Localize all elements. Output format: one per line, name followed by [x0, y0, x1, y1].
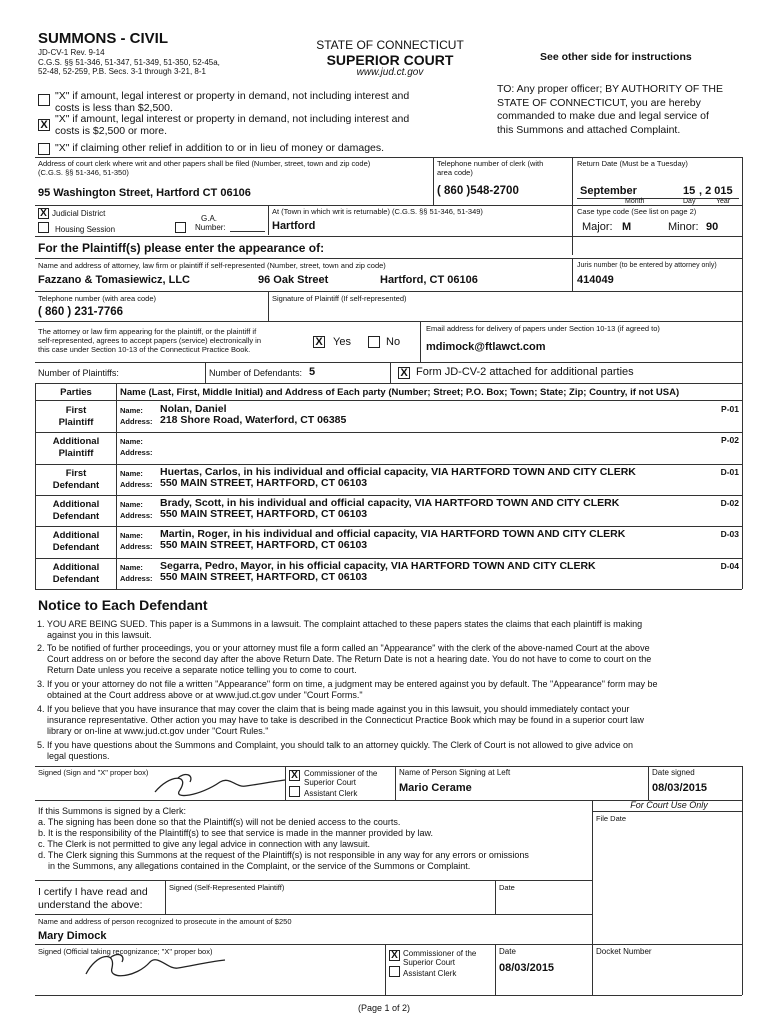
- rule: [35, 321, 742, 322]
- clerk-phone-label: [437, 159, 543, 177]
- party-type-line2: Defendant: [52, 542, 100, 553]
- amount-over-line2: costs is $2,500 or more.: [55, 125, 168, 137]
- party-name: Huertas, Carlos, in his individual and official capacity, VIA HARTFORD TOWN AND CITY CLERK: [160, 466, 636, 478]
- commissioner-label2: Superior Court: [304, 778, 357, 787]
- certify-date-label: Date: [499, 883, 515, 892]
- major-label: Major:: [582, 221, 613, 233]
- party-type-line1: Additional: [52, 436, 100, 447]
- attorney-phone: ( 860 ) 231-7766: [38, 306, 124, 318]
- recognizance-signature: [80, 948, 230, 984]
- recognizance-signed-label: Signed (Official taking recognizance; "X" proper box): [38, 947, 213, 956]
- rule: [592, 800, 593, 995]
- recog-commissioner-label: [403, 949, 476, 967]
- attorney-firm: Fazzano & Tomasiewicz, LLC: [38, 274, 190, 286]
- rule: [495, 944, 496, 995]
- notice-2c: Return Date unless you receive a separate notice telling you to come to court.: [47, 665, 357, 675]
- rule: [35, 914, 592, 915]
- clerk-note-b: b. It is the responsibility of the Plaintiff(s) to see that service is made in the manner provided by law.: [38, 828, 434, 838]
- commissioner-label1: Commissioner of the: [304, 769, 378, 778]
- recognizance-label: Name and address of person recognized to prosecute in the amount of $250: [38, 917, 292, 926]
- clerk-phone: ( 860 )548-2700: [437, 185, 519, 197]
- num-defendants-label: Number of Defendants:: [209, 368, 303, 378]
- party-row-rule: [35, 495, 742, 496]
- rule: [385, 944, 386, 995]
- rule: [205, 362, 206, 383]
- signed-label: Signed (Sign and "X" proper box): [38, 768, 149, 777]
- docket-number-label: Docket Number: [596, 947, 652, 956]
- clerk-address: 95 Washington Street, Hartford CT 06106: [38, 187, 251, 199]
- consent-line1: The attorney or law firm appearing for the plaintiff, or the plaintiff if: [38, 327, 257, 336]
- clerk-note-c: c. The Clerk is not permitted to give any legal advice in connection with any lawsuit.: [38, 839, 371, 849]
- party-address: 550 MAIN STREET, HARTFORD, CT 06103: [160, 571, 368, 583]
- party-type-line1: Additional: [52, 562, 100, 573]
- notice-3a: 3. If you or your attorney do not file a written "Appearance" form on time, a judgment may be entered against you by default. The "Appearance" form may be: [37, 679, 658, 689]
- rule: [35, 880, 592, 881]
- clerk-note-a: a. The signing has been done so that the Plaintiff(s) will not be denied access to the courts.: [38, 817, 401, 827]
- amount-over-line1: "X" if amount, legal interest or property in demand, not including interest and: [55, 113, 410, 125]
- e-service-consent: [38, 327, 261, 354]
- rule: [35, 400, 742, 401]
- attorney-street: 96 Oak Street: [258, 274, 329, 286]
- file-date-label: File Date: [596, 814, 627, 823]
- consent-line3: this case under Section 10-13 of the Connecticut Practice Book.: [38, 345, 251, 354]
- party-address-label: Address:: [120, 417, 153, 426]
- email-address: mdimock@ftlawct.com: [426, 341, 546, 353]
- court-use-only: For Court Use Only: [630, 800, 708, 810]
- rule: [420, 321, 421, 362]
- notice-4b: insurance representative. Other action you may have to take is described in the Connecticut Practice Book which may be found in a superior court law: [47, 715, 644, 725]
- month-caption: Month: [625, 198, 645, 205]
- notice-2a: 2. To be notified of further proceedings, you or your attorney must file a form called an "Appearance" with the clerk of the above-named Court at the above: [37, 643, 650, 653]
- to-officer-line2: STATE OF CONNECTICUT, you are hereby: [497, 96, 701, 109]
- notice-5a: 5. If you have questions about the Summons and Complaint, you should talk to an attorney quickly. The Clerk of Court is not allowed to give advice on: [37, 740, 634, 750]
- amount-over-text: [55, 113, 409, 137]
- certify-line1: I certify I have read and: [38, 886, 148, 898]
- party-address: 218 Shore Road, Waterford, CT 06385: [160, 414, 347, 426]
- email-label: Email address for delivery of papers under Section 10-13 (if agreed to): [426, 324, 660, 333]
- party-address-label: Address:: [120, 448, 153, 457]
- e-service-yes-checkbox[interactable]: X: [313, 336, 325, 348]
- judicial-district-checkbox[interactable]: X: [38, 208, 49, 219]
- court-website: www.jud.ct.gov: [356, 67, 424, 78]
- housing-session-label: Housing Session: [55, 225, 116, 234]
- rule: [648, 766, 649, 800]
- party-address-label: Address:: [120, 574, 153, 583]
- recog-date-label: Date: [499, 947, 516, 956]
- party-row-rule: [35, 432, 742, 433]
- rule: [572, 258, 573, 291]
- rule: [230, 231, 265, 232]
- rule: [35, 291, 742, 292]
- party-code: P-01: [721, 404, 739, 414]
- party-name: Martin, Roger, in his individual and official capacity, VIA HARTFORD TOWN AND CITY CLERK: [160, 528, 626, 540]
- party-name-label: Name:: [120, 469, 143, 478]
- form-title: SUMMONS - CIVIL: [38, 30, 168, 47]
- recog-commissioner-checkbox[interactable]: X: [389, 950, 400, 961]
- plaintiff-signature-label: Signature of Plaintiff (If self-represented): [272, 294, 407, 303]
- party-address-label: Address:: [120, 542, 153, 551]
- notice-4a: 4. If you believe that you have insurance that may cover the claim that is being made against you in this lawsuit, you should immediately contact your: [37, 704, 630, 714]
- rule: [35, 362, 742, 363]
- form-id: JD-CV-1 Rev. 9-14: [38, 48, 105, 57]
- statutes-line2: 52-48, 52-259, P.B. Secs. 3-1 through 3-21, 8-1: [38, 67, 206, 76]
- e-service-no-label: No: [386, 336, 401, 348]
- appearance-heading: For the Plaintiff(s) please enter the appearance of:: [38, 241, 325, 255]
- rule: [35, 236, 742, 237]
- attorney-signature: [150, 770, 290, 804]
- notice-3b: obtained at the Court address above or at www.jud.ct.gov under "Court Forms.": [47, 690, 363, 700]
- town: Hartford: [272, 220, 316, 232]
- rule: [285, 766, 286, 800]
- ga-label1: G.A.: [201, 214, 218, 223]
- recog-assistant-clerk-label: Assistant Clerk: [403, 969, 457, 978]
- notice-item-1: [37, 619, 737, 641]
- clerk-address-label2: (C.G.S. §§ 51-346, 51-350): [38, 168, 129, 177]
- party-name-label: Name:: [120, 437, 143, 446]
- to-officer-line4: this Summons and attached Complaint.: [497, 123, 681, 136]
- ga-label2: Number:: [195, 223, 226, 232]
- party-name-label: Name:: [120, 500, 143, 509]
- page-number: (Page 1 of 2): [357, 1003, 411, 1013]
- party-address: 550 MAIN STREET, HARTFORD, CT 06103: [160, 539, 368, 551]
- notice-item-4: [37, 704, 737, 737]
- recog-date: 08/03/2015: [499, 962, 555, 974]
- notice-item-3: [37, 679, 737, 701]
- rule: [35, 766, 742, 767]
- notice-2b: Court address on or before the second day after the above Return Date. The Return Date is not a hearing date. You do not have to come to court on the: [47, 654, 652, 664]
- other-relief-checkbox[interactable]: [38, 143, 50, 155]
- party-type-line1: First: [65, 405, 87, 416]
- ga-label: [195, 214, 226, 232]
- rule: [268, 291, 269, 321]
- party-type-line1: Additional: [52, 499, 100, 510]
- rule: [433, 157, 434, 205]
- amount-over-checkbox[interactable]: X: [38, 119, 50, 131]
- party-row-rule: [35, 558, 742, 559]
- amount-under-checkbox[interactable]: [38, 94, 50, 106]
- date-signed: 08/03/2015: [652, 782, 708, 794]
- return-day: 15: [683, 185, 696, 197]
- party-name: Segarra, Pedro, Mayor, in his official capacity, VIA HARTFORD TOWN AND CITY CLERK: [160, 560, 596, 572]
- day-caption: Day: [683, 198, 696, 205]
- notice-1a: 1. YOU ARE BEING SUED. This paper is a Summons in a lawsuit. The complaint attached to these papers states the claims that each plaintiff is making: [37, 619, 643, 629]
- recog-assistant-clerk-checkbox[interactable]: [389, 966, 400, 977]
- party-code: D-03: [720, 529, 739, 539]
- state-name: STATE OF CONNECTICUT: [316, 38, 464, 52]
- attorney-label: Name and address of attorney, law firm or plaintiff if self-represented (Number, street, town and zip code): [38, 261, 386, 270]
- assistant-clerk-checkbox[interactable]: [289, 786, 300, 797]
- ga-checkbox[interactable]: [175, 222, 186, 233]
- clerk-note-d1: d. The Clerk signing this Summons at the request of the Plaintiff(s) is not responsible in any way for any errors or omissions: [38, 850, 529, 860]
- clerk-notes: [38, 806, 529, 872]
- instructions-note: See other side for instructions: [540, 51, 692, 63]
- rule: [35, 995, 742, 996]
- return-date-label: Return Date (Must be a Tuesday): [577, 159, 688, 168]
- party-details-column-header: Name (Last, First, Middle Initial) and Address of Each party (Number; Street; P.O. Box; Town; State; Zip; Country, if not USA): [120, 387, 680, 398]
- party-code: D-01: [720, 467, 739, 477]
- rule: [35, 205, 742, 206]
- date-signed-label: Date signed: [652, 768, 695, 777]
- notice-1b: against you in this lawsuit.: [47, 630, 152, 640]
- rule: [390, 362, 391, 383]
- rule: [742, 157, 743, 589]
- party-type-line2: Plaintiff: [58, 417, 94, 428]
- party-address-label: Address:: [120, 480, 153, 489]
- party-name-label: Name:: [120, 563, 143, 572]
- certify-line2: understand the above:: [38, 899, 143, 911]
- minor-label: Minor:: [668, 221, 699, 233]
- party-name: Nolan, Daniel: [160, 403, 227, 415]
- signer-name: Mario Cerame: [399, 782, 472, 794]
- juris-number: 414049: [577, 274, 614, 286]
- recog-commissioner-label1: Commissioner of the: [403, 949, 477, 958]
- to-officer-text: [497, 83, 723, 137]
- party-type-line2: Defendant: [52, 511, 100, 522]
- town-label: At (Town in which writ is returnable) (C.G.S. §§ 51-346, 51-349): [272, 207, 483, 216]
- court-name: SUPERIOR COURT: [326, 52, 454, 68]
- recog-commissioner-label2: Superior Court: [403, 958, 456, 967]
- notice-5b: legal questions.: [47, 751, 110, 761]
- case-type-label: Case type code (See list on page 2): [577, 207, 697, 216]
- year-caption: Year: [716, 198, 731, 205]
- party-name-label: Name:: [120, 531, 143, 540]
- clerk-phone-label2: area code): [437, 168, 473, 177]
- num-plaintiffs-label: Number of Plaintiffs:: [38, 368, 119, 378]
- party-address: 550 MAIN STREET, HARTFORD, CT 06103: [160, 508, 368, 520]
- rule: [35, 258, 742, 259]
- party-row-rule: [35, 589, 742, 590]
- notice-item-2: [37, 643, 737, 676]
- party-row-rule: [35, 526, 742, 527]
- housing-session-checkbox[interactable]: [38, 222, 49, 233]
- notice-heading: Notice to Each Defendant: [38, 597, 208, 613]
- party-name: Brady, Scott, in his individual and official capacity, VIA HARTFORD TOWN AND CITY CLERK: [160, 497, 620, 509]
- e-service-no-checkbox[interactable]: [368, 336, 380, 348]
- party-address: 550 MAIN STREET, HARTFORD, CT 06103: [160, 477, 368, 489]
- assistant-clerk-label: Assistant Clerk: [304, 789, 358, 798]
- attorney-city: Hartford, CT 06106: [380, 274, 478, 286]
- party-address-label: Address:: [120, 511, 153, 520]
- signer-name-label: Name of Person Signing at Left: [399, 768, 511, 777]
- rule: [165, 880, 166, 914]
- rule: [572, 157, 573, 255]
- party-type-line1: First: [65, 468, 87, 479]
- num-defendants: 5: [309, 366, 316, 378]
- party-type-line2: Defendant: [52, 480, 100, 491]
- clerk-notes-intro: If this Summons is signed by a Clerk:: [38, 806, 187, 816]
- major-code: M: [622, 221, 632, 233]
- return-year: , 2 015: [699, 185, 733, 197]
- rule: [268, 205, 269, 235]
- amount-under-line1: "X" if amount, legal interest or property in demand, not including interest and: [55, 90, 410, 102]
- rule: [495, 880, 496, 914]
- juris-label: Juris number (to be entered by attorney only): [577, 262, 717, 269]
- party-code: D-04: [720, 561, 739, 571]
- minor-code: 90: [706, 221, 719, 233]
- recognizance-name: Mary Dimock: [38, 930, 107, 942]
- clerk-address-label: [38, 159, 370, 177]
- return-month: September: [580, 185, 637, 197]
- amount-under-text: [55, 90, 409, 114]
- attorney-phone-label: Telephone number (with area code): [38, 294, 156, 303]
- commissioner-label: [304, 769, 377, 787]
- to-officer-line3: commanded to make due and legal service of: [497, 110, 709, 122]
- certify-signed-label: Signed (Self-Represented Plaintiff): [169, 883, 285, 892]
- statutes-line1: C.G.S. §§ 51-346, 51-347, 51-349, 51-350, 52-45a,: [38, 58, 220, 67]
- rule: [35, 157, 742, 158]
- commissioner-checkbox[interactable]: X: [289, 770, 300, 781]
- notice-4c: library or on-line at www.jud.ct.gov under "Court Rules.": [47, 726, 269, 736]
- jdcv2-checkbox[interactable]: X: [398, 367, 410, 379]
- to-officer-line1: TO: Any proper officer; BY AUTHORITY OF THE: [497, 83, 724, 95]
- amount-under-line2: costs is less than $2,500.: [55, 102, 173, 114]
- party-code: P-02: [721, 435, 739, 445]
- rule: [35, 383, 742, 384]
- party-name-label: Name:: [120, 406, 143, 415]
- certify-text: [38, 886, 148, 912]
- jdcv2-text: Form JD-CV-2 attached for additional parties: [416, 366, 634, 378]
- rule: [577, 198, 739, 199]
- e-service-yes-label: Yes: [333, 336, 351, 348]
- judicial-district-label: Judicial District: [52, 209, 106, 218]
- party-type-line2: Plaintiff: [58, 448, 94, 459]
- party-type-line1: Additional: [52, 530, 100, 541]
- clerk-address-label1: Address of court clerk where writ and other papers shall be filed (Number, street, town and zip code): [38, 159, 371, 168]
- parties-column-header: Parties: [60, 387, 92, 398]
- clerk-note-d2: in the Summons, any allegations contained in the Complaint, or the service of the Summons or Complaint.: [48, 861, 471, 871]
- other-relief-text: "X" if claiming other relief in addition to or in lieu of money or damages.: [55, 142, 385, 154]
- rule: [742, 766, 743, 995]
- consent-line2: self-represented, agrees to accept papers (service) electronically in: [38, 336, 262, 345]
- party-type-line2: Defendant: [52, 574, 100, 585]
- rule: [592, 811, 742, 812]
- party-code: D-02: [720, 498, 739, 508]
- rule: [395, 766, 396, 800]
- party-row-rule: [35, 464, 742, 465]
- clerk-phone-label1: Telephone number of clerk (with: [437, 159, 544, 168]
- notice-item-5: [37, 740, 737, 762]
- rule: [35, 944, 742, 945]
